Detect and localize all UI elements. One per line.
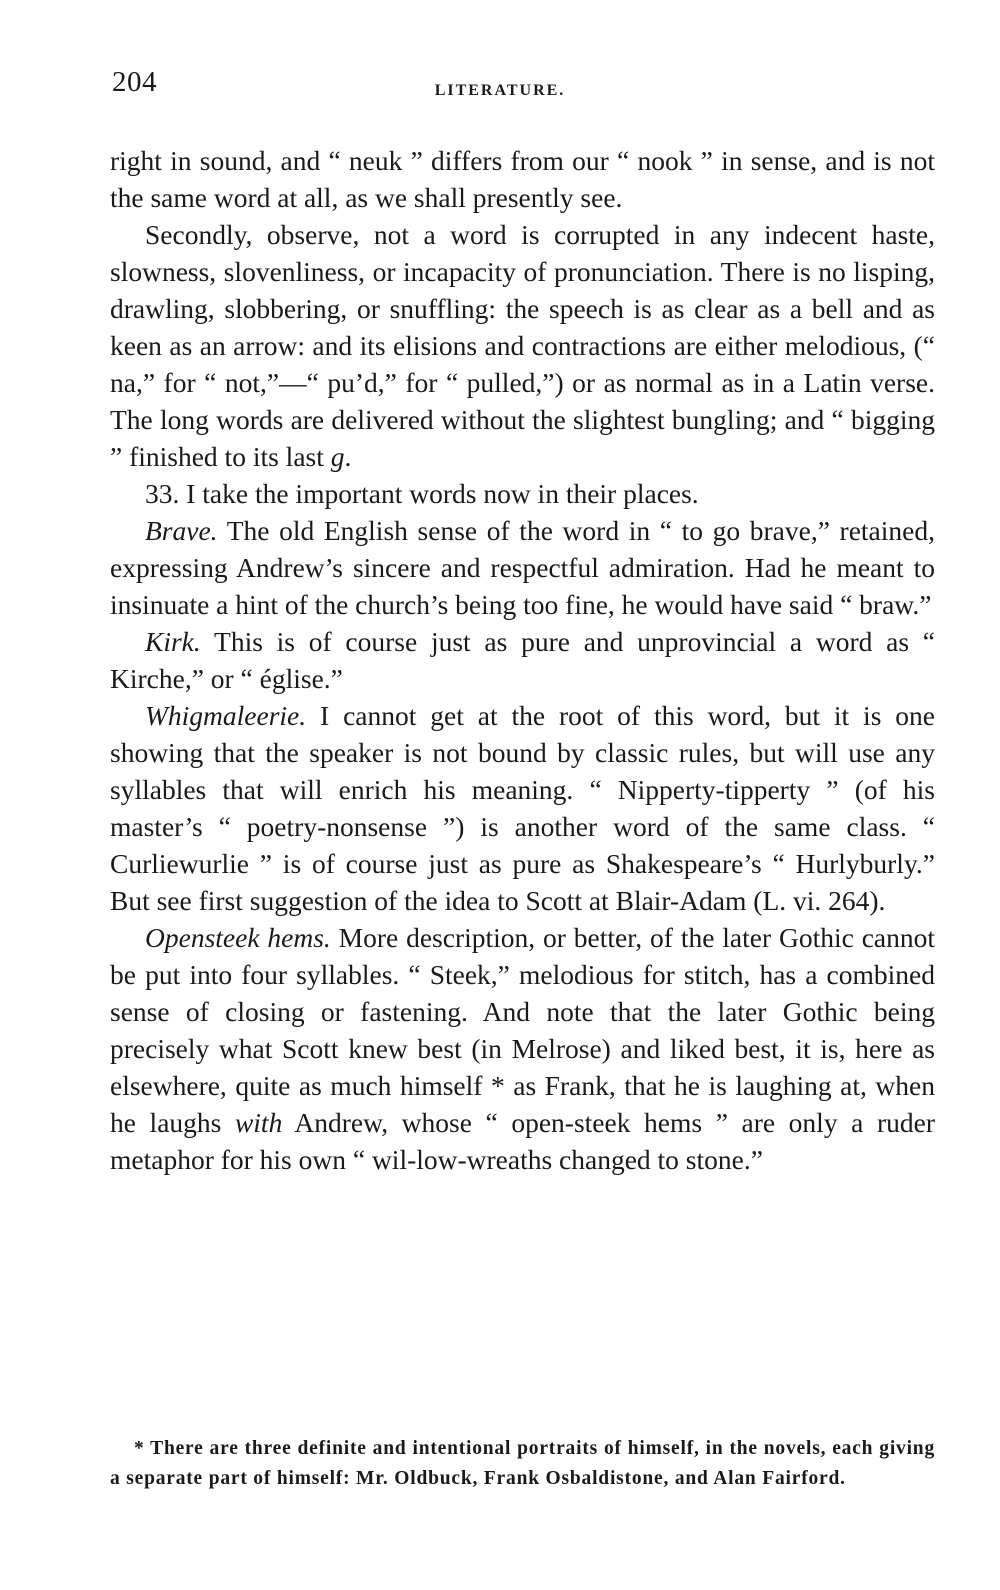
paragraph-kirk — [110, 623, 935, 697]
footnote — [110, 1434, 935, 1494]
paragraph-text: This is of course just as pure and unprovincial a word as “ Kirche,” or “ église.” — [110, 626, 935, 694]
running-title: LITERATURE. — [434, 82, 566, 99]
paragraph-text: The old English sense of the word in “ to go brave,” retained, expressing Andrew’s sincere and respectful admiration. Had he meant to insinuate a hint of the church’s being too fine, he would have said “ braw.” — [110, 515, 935, 620]
paragraph — [110, 216, 935, 475]
paragraph-opensteek — [110, 919, 935, 1178]
body-text — [110, 142, 935, 1178]
paragraph: right in sound, and “ neuk ” differs from our “ nook ” in sense, and is not the same word at all, as we shall presently see. — [110, 145, 935, 213]
page-number: 204 — [112, 66, 157, 98]
footnote-text: * There are three definite and intentional portraits of himself, in the novels, each giving a separate part of himself: Mr. Oldbuck, Frank Osbaldistone, and Alan Fairford. — [110, 1438, 935, 1489]
paragraph-text: More description, or better, of the later Gothic cannot be put into four syllables. “ Steek,” melodious for stitch, has a combined sense of closing or fastening. And note that the later Gothic being precisely what Scott knew best (in Melrose) and liked best, it is, here as elsewhere, quite as much himself * as Frank, that he is laughing at, when he laughs — [110, 922, 936, 1138]
section-33-paragraph: 33. I take the important words now in their places. — [145, 478, 699, 509]
italic-letter: g — [330, 441, 345, 472]
paragraph-text: I cannot get at the root of this word, but it is one showing that the speaker is not bound by classic rules, but will use any syllables that will enrich his meaning. “ Nipperty-tipperty ” (of his master’s “ poetry-nonsense ”) is another word of the same class. “ Curliewurlie ” is of course just as pure as Shakespeare’s “ Hurlyburly.” But see first suggestion of the idea to Scott at Blair-Adam (L. vi. 264). — [110, 700, 935, 916]
term-whigmaleerie: Whigmaleerie. — [145, 700, 307, 731]
term-opensteek: Opensteek hems. — [145, 922, 331, 953]
paragraph-whigmaleerie — [110, 697, 935, 919]
term-kirk: Kirk. — [145, 626, 201, 657]
paragraph-text: Andrew, whose “ open-steek hems ” are only a ruder metaphor for his own “ wil-low-wreaths changed to stone.” — [110, 1107, 935, 1175]
paragraph-text: Secondly, observe, not a word is corrupted in any indecent haste, slowness, slovenliness, or incapacity of pronunciation. There is no lisping, drawling, slobbering, or snuffling: the speech is as clear as a bell and as keen as an arrow: and its elisions and contractions are either melodious, (“ na,” for “ not,”—“ pu’d,” for “ pulled,”) or as normal as in a Latin verse. The long words are delivered without the slightest bungling; and “ bigging ” finished to its last — [110, 219, 935, 472]
italic-word: with — [234, 1107, 283, 1138]
paragraph-brave — [110, 512, 935, 623]
term-brave: Brave. — [145, 515, 218, 546]
paragraph-end: . — [344, 441, 352, 472]
